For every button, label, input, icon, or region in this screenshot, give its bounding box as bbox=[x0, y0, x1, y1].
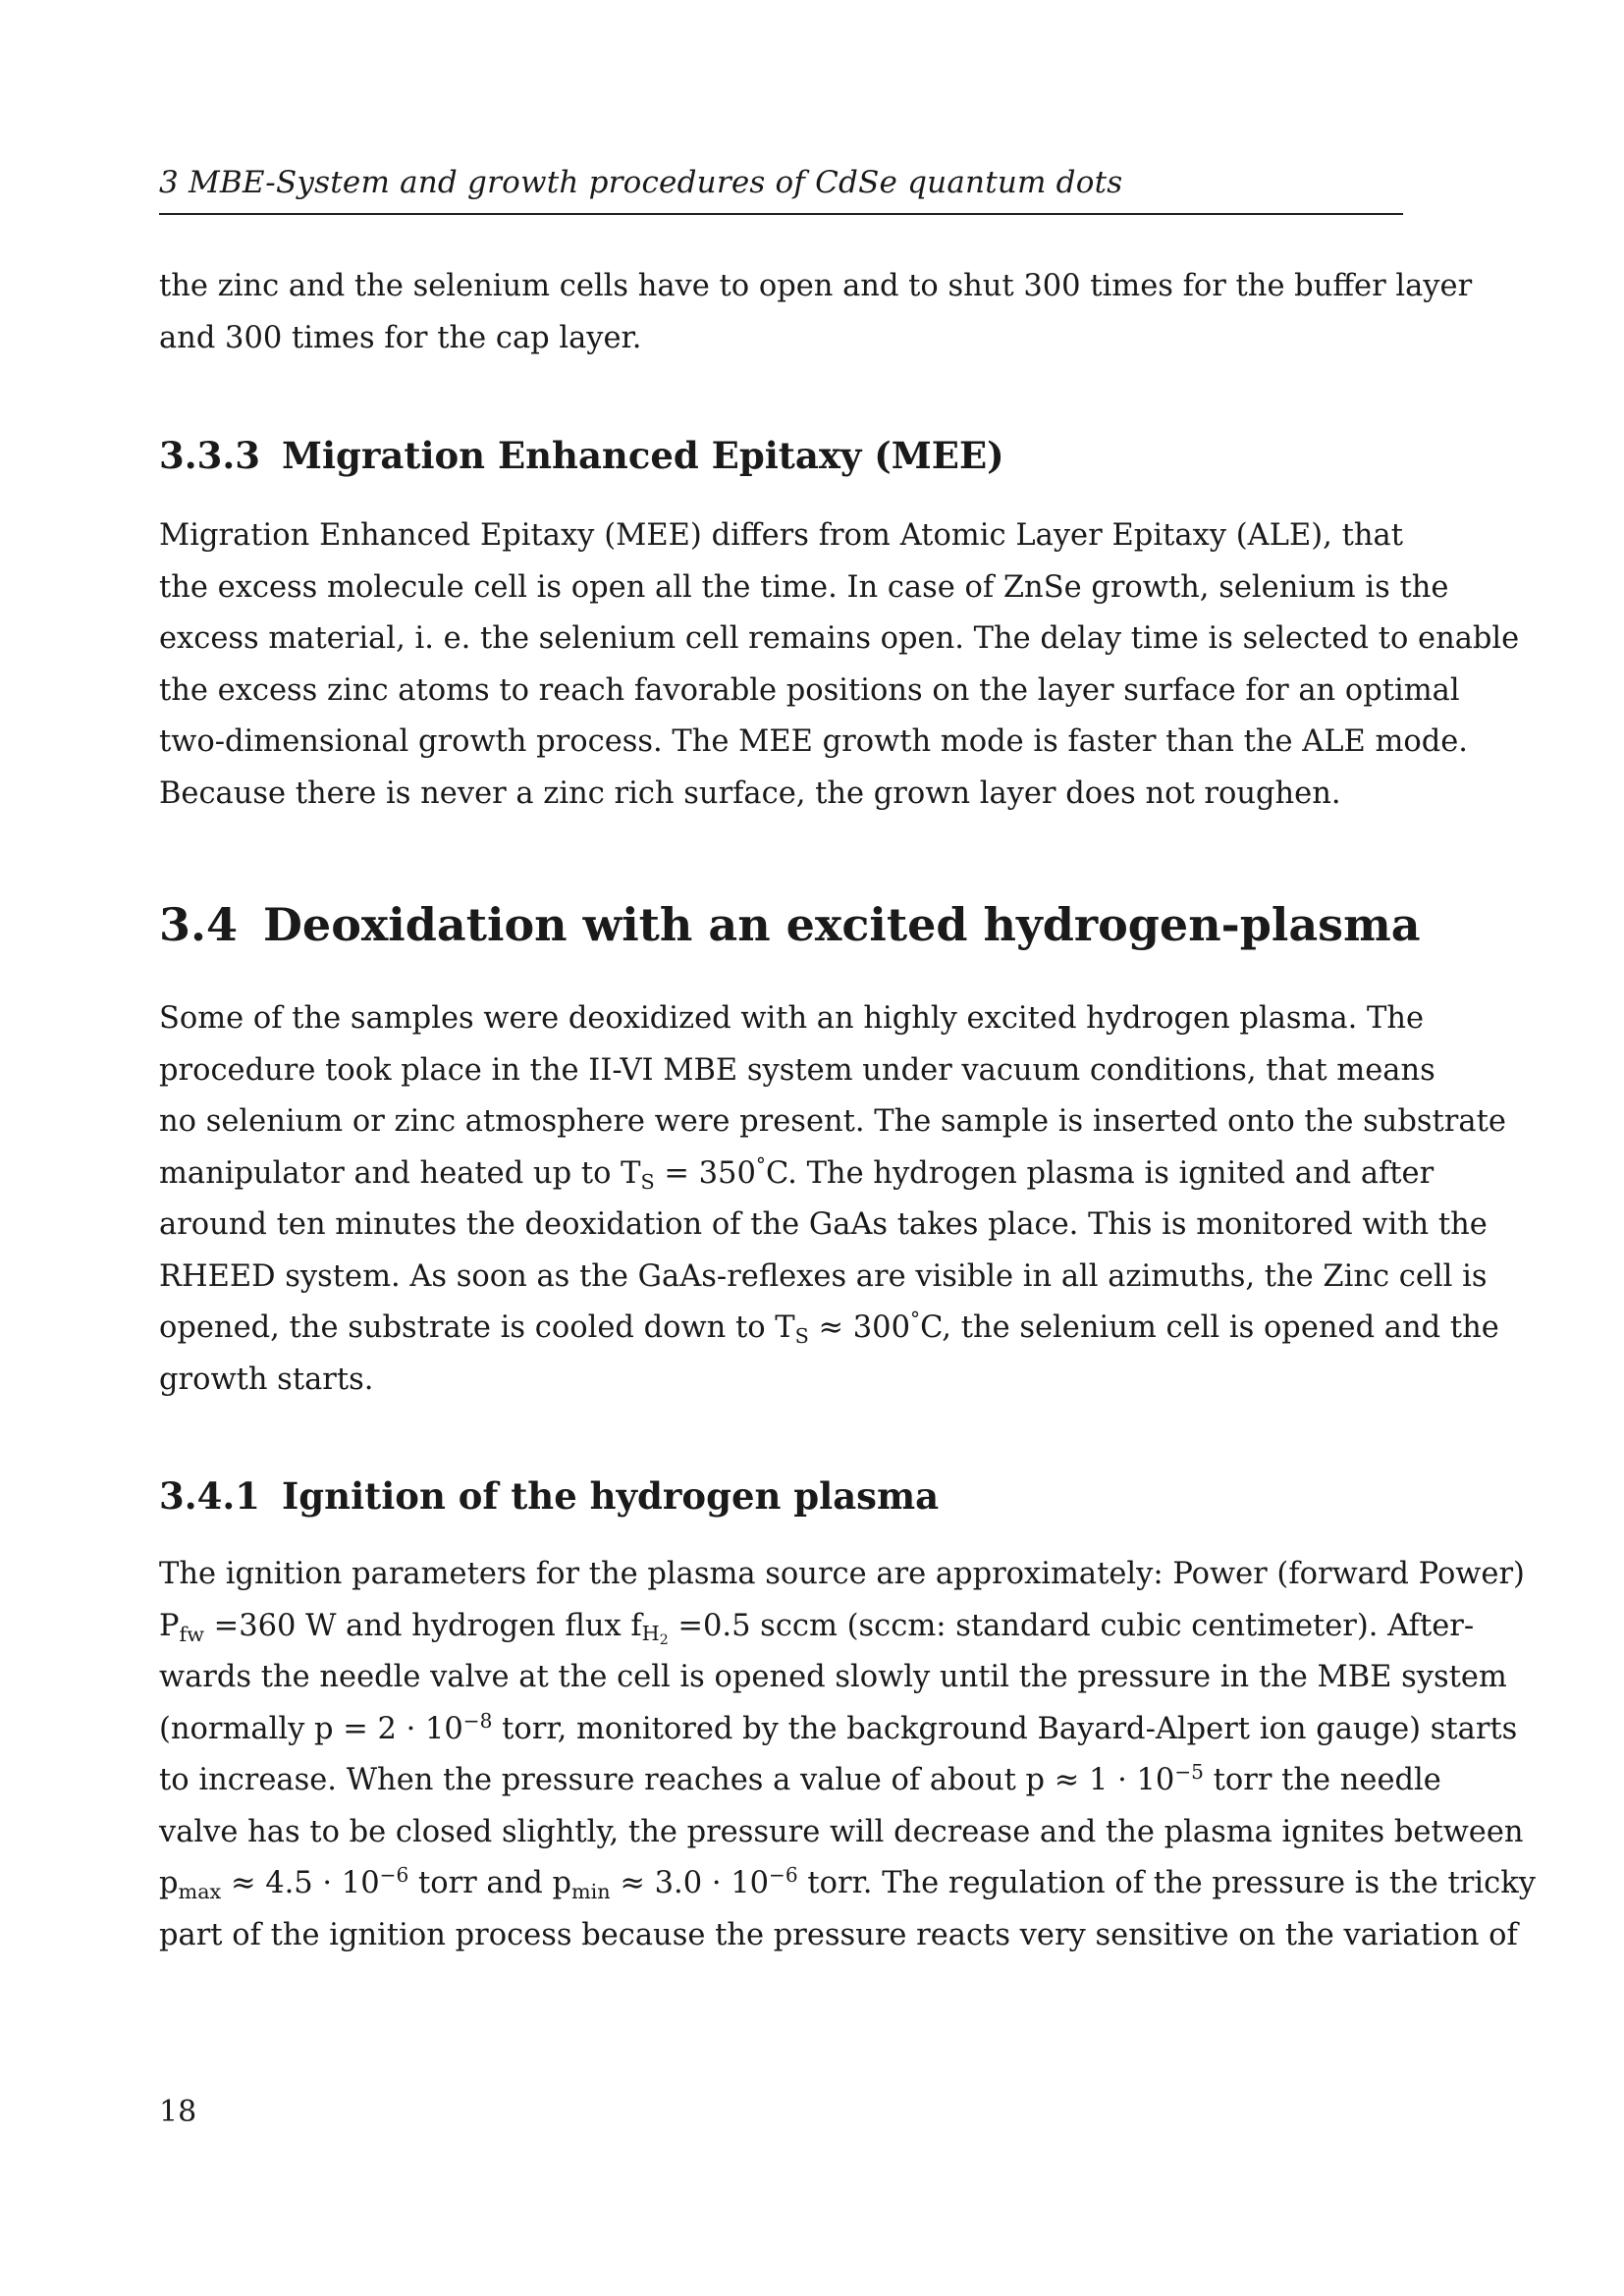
text-line: Migration Enhanced Epitaxy (MEE) differs from Atomic Layer Epitaxy (ALE), that bbox=[159, 518, 1403, 553]
text-span: ≈ 300 bbox=[808, 1310, 910, 1345]
text-line bbox=[159, 1704, 1518, 1756]
text-span: manipulator and heated up to T bbox=[159, 1155, 641, 1191]
section-heading-3-3-3 bbox=[159, 432, 1004, 479]
text-span: p bbox=[159, 1866, 179, 1900]
text-span: = 350 bbox=[654, 1155, 756, 1191]
text-line bbox=[159, 1755, 1441, 1807]
text-line: wards the needle valve at the cell is opened slowly until the pressure in the MBE system bbox=[159, 1660, 1507, 1694]
subscript: 2 bbox=[659, 1632, 669, 1649]
text-span: =0.5 sccm (sccm: standard cubic centimeter). After- bbox=[668, 1608, 1475, 1643]
superscript: −6 bbox=[379, 1862, 409, 1887]
subscript: min bbox=[571, 1879, 611, 1903]
header-rule bbox=[159, 213, 1403, 215]
text-line: around ten minutes the deoxidation of the GaAs takes place. This is monitored with the bbox=[159, 1207, 1488, 1242]
text-line: procedure took place in the II-VI MBE system under vacuum conditions, that means bbox=[159, 1052, 1435, 1088]
subscript: S bbox=[794, 1323, 809, 1348]
text-span: to increase. When the pressure reaches a value of about p ≈ 1 · 10 bbox=[159, 1763, 1175, 1797]
text-line bbox=[159, 1601, 1475, 1653]
section-heading-3-4-1 bbox=[159, 1472, 939, 1520]
text-line: the excess molecule cell is open all the time. In case of ZnSe growth, selenium is the bbox=[159, 569, 1449, 605]
text-span: C. The hydrogen plasma is ignited and after bbox=[765, 1155, 1435, 1191]
text-line: and 300 times for the cap layer. bbox=[159, 320, 642, 355]
text-line bbox=[159, 1148, 1435, 1201]
subscript: max bbox=[178, 1879, 222, 1903]
text-span: torr and p bbox=[408, 1866, 572, 1900]
text-line: The ignition parameters for the plasma source are approximately: Power (forward Power) bbox=[159, 1557, 1525, 1591]
section-number: 3.4 bbox=[159, 898, 239, 951]
superscript: −5 bbox=[1174, 1759, 1204, 1784]
text-line: the zinc and the selenium cells have to open and to shut 300 times for the buffer layer bbox=[159, 269, 1473, 303]
text-line: two-dimensional growth process. The MEE growth mode is faster than the ALE mode. bbox=[159, 724, 1469, 759]
paragraph-intro bbox=[159, 261, 1473, 364]
paragraph-ignition bbox=[159, 1549, 1536, 1961]
text-line: Because there is never a zinc rich surface, the grown layer does not roughen. bbox=[159, 775, 1341, 811]
text-line: growth starts. bbox=[159, 1362, 374, 1397]
text-line: excess material, i. e. the selenium cell remains open. The delay time is selected to enable bbox=[159, 621, 1520, 656]
subscript: fw bbox=[179, 1622, 204, 1646]
running-header: 3 MBE-System and growth procedures of CdSe quantum dots bbox=[159, 165, 1123, 200]
text-line: no selenium or zinc atmosphere were present. The sample is inserted onto the substrate bbox=[159, 1104, 1506, 1139]
text-span: ≈ 3.0 · 10 bbox=[610, 1866, 770, 1900]
text-span: opened, the substrate is cooled down to T bbox=[159, 1310, 795, 1345]
text-span: (normally p = 2 · 10 bbox=[159, 1711, 463, 1746]
text-line: valve has to be closed slightly, the pressure will decrease and the plasma ignites between bbox=[159, 1814, 1524, 1849]
text-line: RHEED system. As soon as the GaAs-reflexes are visible in all azimuths, the Zinc cell is bbox=[159, 1258, 1488, 1294]
subscript bbox=[641, 1622, 669, 1649]
degree-sign: ° bbox=[910, 1307, 921, 1331]
text-span: P bbox=[159, 1608, 180, 1643]
superscript: −8 bbox=[462, 1708, 493, 1733]
section-number: 3.3.3 bbox=[159, 434, 260, 477]
text-span: ≈ 4.5 · 10 bbox=[221, 1866, 380, 1900]
text-span: torr, monitored by the background Bayard-Alpert ion gauge) starts bbox=[492, 1711, 1518, 1746]
text-line: Some of the samples were deoxidized with an highly excited hydrogen plasma. The bbox=[159, 1001, 1425, 1036]
paragraph-mee bbox=[159, 510, 1520, 820]
paragraph-deoxidation bbox=[159, 993, 1506, 1406]
section-title: Migration Enhanced Epitaxy (MEE) bbox=[282, 434, 1004, 477]
page-number: 18 bbox=[159, 2095, 197, 2129]
text-line: part of the ignition process because the pressure reacts very sensitive on the variation of bbox=[159, 1917, 1518, 1952]
text-span: =360 W and hydrogen flux f bbox=[203, 1608, 642, 1643]
section-title: Deoxidation with an excited hydrogen-plasma bbox=[263, 898, 1421, 951]
superscript: −6 bbox=[769, 1862, 798, 1887]
text-line bbox=[159, 1858, 1536, 1910]
text-line bbox=[159, 1303, 1499, 1355]
text-span: torr. The regulation of the pressure is the tricky bbox=[797, 1866, 1536, 1900]
subscript: S bbox=[640, 1169, 655, 1194]
section-number: 3.4.1 bbox=[159, 1474, 260, 1518]
text-span: C, the selenium cell is opened and the bbox=[920, 1310, 1499, 1345]
degree-sign: ° bbox=[755, 1152, 766, 1177]
section-heading-3-4 bbox=[159, 895, 1421, 954]
section-title: Ignition of the hydrogen plasma bbox=[282, 1474, 940, 1518]
text-span: H bbox=[641, 1622, 660, 1646]
text-line: the excess zinc atoms to reach favorable positions on the layer surface for an optimal bbox=[159, 672, 1460, 708]
text-span: torr the needle bbox=[1203, 1763, 1441, 1797]
